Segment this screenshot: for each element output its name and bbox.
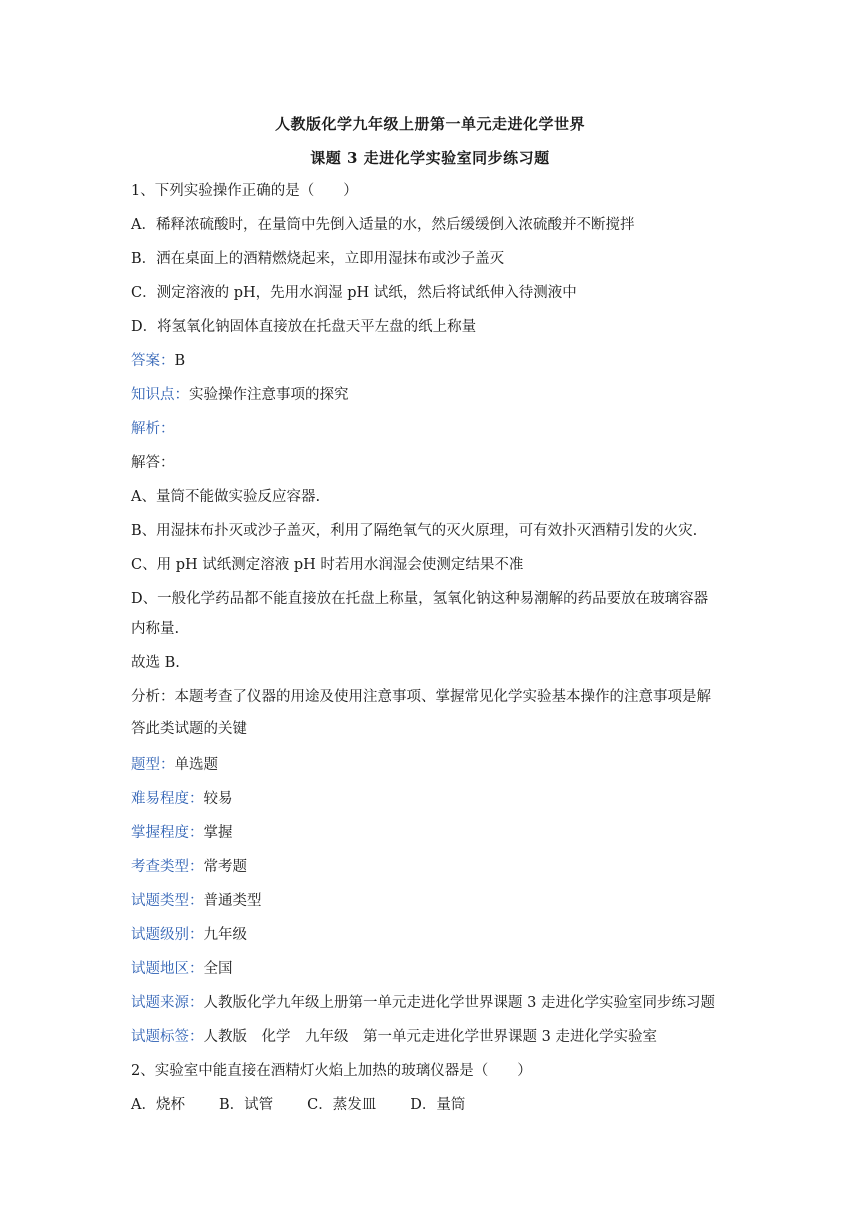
question-2-options — [131, 1095, 750, 1115]
meta-value: 常考题 — [203, 859, 247, 875]
meta-value: 掌握 — [203, 825, 233, 841]
analysis-summary-line: 分析：本题考查了仪器的用途及使用注意事项、掌握常见化学实验基本操作的注意事项是解 — [131, 689, 711, 705]
meta-value: 全国 — [203, 961, 233, 977]
meta-question-type — [131, 755, 750, 775]
question-1-stem: 1、下列实验操作正确的是（ ） — [131, 183, 358, 199]
question-1-option-b: B．洒在桌面上的酒精燃烧起来，立即用湿抹布或沙子盖灭 — [131, 251, 505, 267]
meta-source — [131, 993, 750, 1013]
question-2-stem: 2、实验室中能直接在酒精灯火焰上加热的玻璃仪器是（ ） — [131, 1063, 532, 1079]
answer-line — [131, 351, 750, 371]
meta-label: 试题级别： — [131, 927, 204, 943]
question-2-option-b: B．试管 — [218, 1097, 274, 1113]
document-title: 人教版化学九年级上册第一单元走进化学世界 — [274, 115, 585, 133]
meta-label: 试题地区： — [131, 961, 204, 977]
meta-tags — [131, 1027, 750, 1047]
question-1-option-c: C．测定溶液的 pH，先用水润湿 pH 试纸，然后将试纸伸入待测液中 — [131, 285, 577, 301]
meta-value: 人教版 化学 九年级 第一单元走进化学世界课题 3 走进化学实验室 — [203, 1029, 657, 1045]
meta-exam-type — [131, 857, 750, 877]
meta-label: 掌握程度： — [131, 825, 204, 841]
meta-value: 较易 — [203, 791, 233, 807]
meta-region — [131, 959, 750, 979]
meta-mastery — [131, 823, 750, 843]
question-2-option-d: D．量筒 — [410, 1097, 466, 1113]
question-2-option-c: C．蒸发皿 — [307, 1097, 377, 1113]
question-1-option-d: D．将氢氧化钠固体直接放在托盘天平左盘的纸上称量 — [131, 319, 477, 335]
solution-line: 内称量. — [131, 621, 180, 637]
question-1-option-a: A．稀释浓硫酸时，在量筒中先倒入适量的水，然后缓缓倒入浓硫酸并不断搅拌 — [131, 217, 635, 233]
meta-grade — [131, 925, 750, 945]
knowledge-value: 实验操作注意事项的探究 — [189, 387, 349, 403]
answer-label: 答案： — [131, 353, 175, 369]
meta-label: 试题标签： — [131, 1029, 204, 1045]
analysis-summary-line: 答此类试题的关键 — [131, 721, 247, 737]
document-subtitle: 课题 3 走进化学实验室同步练习题 — [310, 149, 550, 167]
meta-label: 试题类型： — [131, 893, 204, 909]
knowledge-line — [131, 385, 750, 405]
solution-line: 故选 B. — [131, 655, 180, 671]
meta-label: 难易程度： — [131, 791, 204, 807]
meta-label: 试题来源： — [131, 995, 204, 1011]
analysis-label: 解析： — [131, 421, 175, 437]
meta-difficulty — [131, 789, 750, 809]
question-2-option-a: A．烧杯 — [131, 1097, 185, 1113]
meta-value: 单选题 — [174, 757, 218, 773]
solution-line: C、用 pH 试纸测定溶液 pH 时若用水润湿会使测定结果不准 — [131, 557, 524, 573]
meta-value: 人教版化学九年级上册第一单元走进化学世界课题 3 走进化学实验室同步练习题 — [203, 995, 715, 1011]
solution-line: B、用湿抹布扑灭或沙子盖灭，利用了隔绝氧气的灭火原理，可有效扑灭酒精引发的火灾. — [131, 523, 698, 539]
solution-line: D、一般化学药品都不能直接放在托盘上称量，氢氧化钠这种易潮解的药品要放在玻璃容器 — [131, 591, 709, 607]
knowledge-label: 知识点： — [131, 387, 189, 403]
meta-label: 题型： — [131, 757, 175, 773]
solution-heading: 解答： — [131, 455, 175, 471]
meta-value: 普通类型 — [203, 893, 262, 909]
meta-item-type — [131, 891, 750, 911]
answer-value: B — [174, 353, 186, 369]
solution-line: A、量筒不能做实验反应容器. — [131, 489, 321, 505]
meta-label: 考查类型： — [131, 859, 204, 875]
meta-value: 九年级 — [203, 927, 247, 943]
